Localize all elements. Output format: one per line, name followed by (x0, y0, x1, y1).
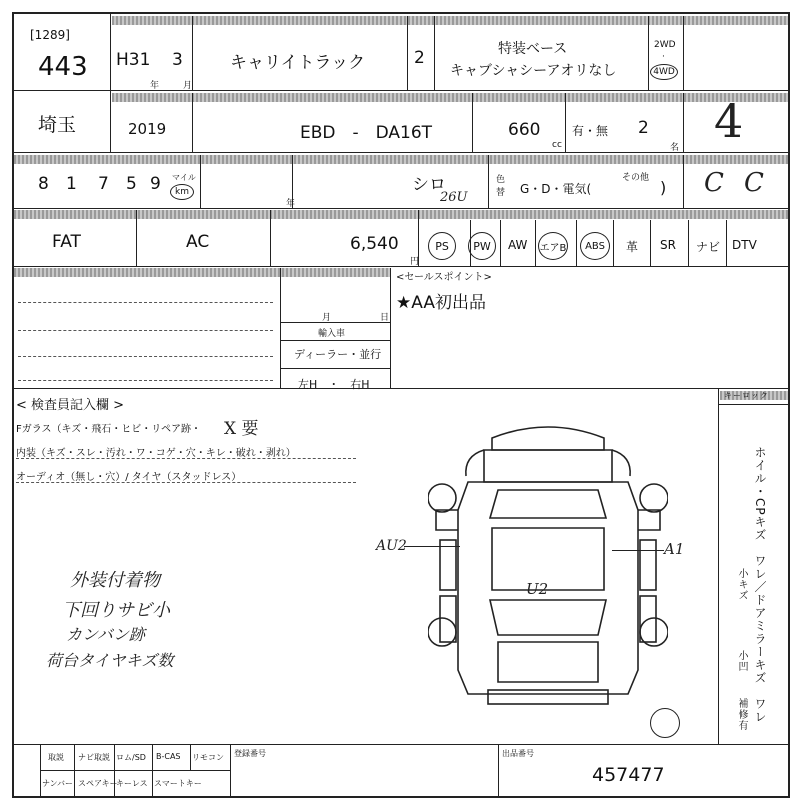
cc-unit: cc (552, 140, 562, 150)
footer-manual: 取説 (48, 753, 64, 762)
note-3: カンバン跡 (66, 625, 145, 644)
equip-airbag-circled: エアB (538, 232, 568, 260)
inspector-line-glass: Fガラス（キズ・飛石・ヒビ・リペア跡・ (16, 424, 202, 435)
steering-side: 左H ・ 右H (298, 378, 370, 391)
vehicle-diagram (428, 420, 668, 720)
equip-navi: ナビ (696, 240, 721, 254)
damage-legend: ホイル・CPキズ ワレ／ドアミラーキズ ワレ (753, 446, 767, 724)
registration-month: 3 (172, 50, 183, 70)
displacement: 660 (508, 120, 541, 140)
region: 埼玉 (38, 114, 77, 136)
equip-abs-circled: ABS (580, 232, 610, 260)
spare-tire-circle (650, 708, 680, 738)
drive-dot: · (662, 52, 665, 62)
interior-score: C (704, 168, 724, 198)
footer-smart-key: スマートキー (154, 779, 202, 788)
mileage-digit-5: 9 (150, 174, 161, 194)
equip-sr: SR (660, 238, 676, 252)
header-bar-row1 (112, 16, 788, 25)
header-bar-row2 (112, 93, 788, 102)
note-1: 外装付着物 (70, 570, 160, 591)
fuel-close: ) (660, 178, 667, 197)
legend-repaired: 補修有 (736, 698, 747, 731)
mark-au2: AU2 (376, 538, 407, 554)
mileage-unit-mile: マイル (172, 173, 196, 182)
footer-plate: ナンバー (42, 779, 74, 788)
mileage-digit-3: 7 (98, 174, 109, 194)
footer-nav-manual: ナビ取説 (78, 753, 110, 762)
legend-small-dent: 小凹 (736, 650, 747, 672)
inspector-line-interior: 内装（キズ・スレ・汚れ・ワ・コゲ・穴・キレ・破れ・剥れ） (16, 448, 296, 459)
reg-day-label: 日 (380, 313, 390, 323)
lot-number: 443 (38, 52, 88, 82)
exterior-score: C (744, 168, 764, 198)
header-bar-notes (14, 268, 390, 277)
note-4: 荷台タイヤキズ数 (46, 651, 174, 670)
footer-rom-sd: ロム/SD (116, 753, 146, 762)
exhibit-number-label: 出品番号 (502, 749, 534, 758)
equip-dtv: DTV (732, 238, 757, 252)
exhibit-number: 457477 (592, 764, 665, 786)
seat-unit: 名 (670, 143, 680, 153)
aircon: AC (186, 232, 210, 252)
mileage-unit-km-circled: km (170, 184, 194, 200)
sales-point-label: <セールスポイント> (396, 272, 492, 283)
color-code: 26U (440, 190, 468, 205)
inspector-line-audio: オーディオ（無し・穴）/ タイヤ（スタッドレス） (16, 472, 242, 483)
fuel-other: その他 (622, 173, 650, 183)
recycle-fee: 6,540 (350, 234, 399, 254)
year-suffix: 年 (150, 81, 160, 91)
header-bar-row4 (14, 210, 788, 219)
equip-aw: AW (508, 238, 528, 252)
footer-remote: リモコン (192, 753, 224, 762)
seat-count: 2 (638, 118, 649, 138)
mark-u2: U2 (526, 580, 549, 598)
footer-spare-key: スペアキー (78, 779, 118, 788)
footer-keyless: キーレス (116, 779, 148, 788)
grade-line2: キャブシャシーアオリなし (450, 63, 617, 79)
overall-score: 4 (714, 94, 744, 148)
month-suffix: 月 (183, 81, 193, 91)
mark-a1: A1 (664, 540, 685, 558)
inspector-title: < 検査員記入欄 > (16, 398, 125, 413)
glass-x-mark: X 要 (224, 419, 259, 439)
year-ad: 2019 (128, 120, 167, 138)
color-change: 色替 (496, 175, 506, 198)
fuel: G・D・電気( (520, 182, 592, 196)
chassis-code: EBD - DA16T (300, 123, 433, 143)
equip-ps-circled: PS (428, 232, 456, 260)
recycle-unit: 円 (410, 257, 420, 267)
note-2: 下回りサビ小 (62, 600, 170, 621)
inspection-year-suffix: 年 (286, 199, 296, 209)
turbo: 有・無 (572, 124, 609, 138)
color: シロ (412, 175, 446, 195)
mileage-digit-1: 8 (38, 174, 49, 194)
reg-month-label: 月 (322, 313, 332, 323)
mileage-digit-4: 5 (126, 174, 137, 194)
header-bar-row3 (14, 155, 788, 164)
drive-4wd-circled: 4WD (650, 64, 678, 80)
equip-leather: 革 (626, 240, 639, 254)
footer-bcas: B-CAS (156, 752, 181, 761)
import-label: 輸入車 (318, 329, 346, 339)
sales-point: ★AA初出品 (396, 293, 486, 313)
legend-small-scratch: 小キズ (736, 568, 747, 601)
shift-type: FAT (52, 232, 81, 252)
lot-label: [1289] (30, 28, 70, 42)
door-count: 2 (414, 48, 425, 68)
dealer-parallel: ディーラー・並行 (294, 348, 382, 361)
grade-line1: 特装ベース (498, 41, 568, 57)
drive-2wd: 2WD (654, 40, 676, 50)
mileage-digit-2: 1 (66, 174, 77, 194)
equip-pw-circled: PW (468, 232, 496, 260)
registration-number-label: 登録番号 (234, 749, 266, 758)
model-name: キャリイトラック (230, 53, 366, 73)
year-era: H31 (116, 50, 151, 70)
key-lock-bar: キーロック (720, 391, 788, 400)
